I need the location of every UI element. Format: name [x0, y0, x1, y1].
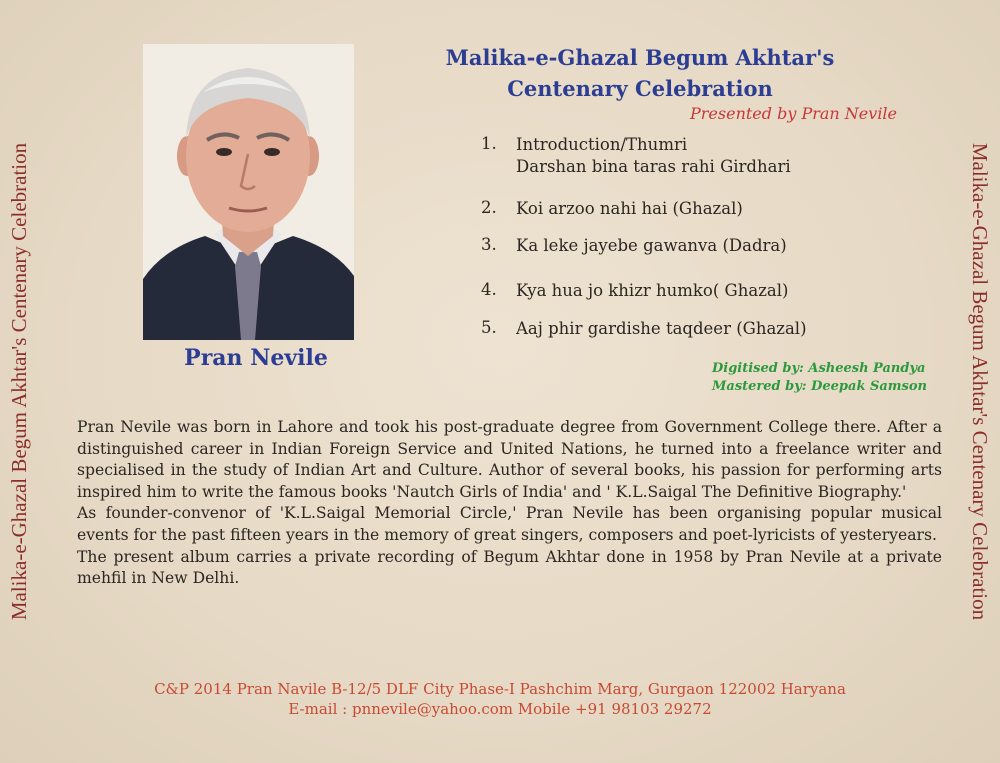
bio-paragraph-2: As founder-convenor of 'K.L.Saigal Memorial Circle,' Pran Nevile has been organising popular musical events for the past fifteen years in the memory of great singers, composers and poet-lyricists of yesteryears. [77, 504, 942, 544]
track-title: Koi arzoo nahi hai (Ghazal) [516, 199, 743, 218]
track-number: 3. [481, 235, 497, 254]
bio-paragraph-3: The present album carries a private recording of Begum Akhtar done in 1958 by Pran Nevile at a private mehfil in New Delhi. [77, 547, 942, 588]
credit-digitised: Digitised by: Asheesh Pandya [712, 361, 926, 376]
portrait-illustration [143, 44, 354, 340]
bio-paragraph-1: Pran Nevile was born in Lahore and took his post-graduate degree from Government College there. After a distinguished career in Indian Foreign Service and United Nations, he turned into a freelance writer and specialised in the study of Indian Art and Culture. Author of several books, his passion for performing arts inspired him to write the famous books 'Nautch Girls of India' and ' K.L.Saigal The Definitive Biography.' [77, 418, 942, 501]
credits [712, 360, 927, 396]
spine-right [960, 0, 1000, 763]
contact-info [100, 679, 900, 719]
track-title: Aaj phir gardishe taqdeer (Ghazal) [516, 319, 807, 338]
track-number: 4. [481, 280, 497, 299]
track-item [481, 235, 787, 257]
credit-mastered: Mastered by: Deepak Samson [712, 379, 927, 394]
track-subtitle: Darshan bina taras rahi Girdhari [516, 157, 791, 176]
photo-caption: Pran Nevile [184, 345, 328, 371]
album-title [420, 42, 860, 104]
album-title-line2: Centenary Celebration [507, 76, 773, 101]
spine-left-text: Malika-e-Ghazal Begum Akhtar's Centenary Celebration [7, 142, 32, 621]
portrait-photo [143, 44, 354, 340]
track-title: Introduction/Thumri [516, 135, 688, 154]
spine-right-text: Malika-e-Ghazal Begum Akhtar's Centenary Celebration [968, 142, 993, 621]
presented-by: Presented by Pran Nevile [690, 104, 898, 123]
track-title: Ka leke jayebe gawanva (Dadra) [516, 236, 787, 255]
track-number: 2. [481, 198, 497, 217]
spine-left [0, 0, 40, 763]
contact-address: C&P 2014 Pran Navile B-12/5 DLF City Phase-I Pashchim Marg, Gurgaon 122002 Haryana [154, 680, 846, 698]
album-title-line1: Malika-e-Ghazal Begum Akhtar's [445, 45, 835, 70]
contact-email-phone: E-mail : pnnevile@yahoo.com Mobile +91 98103 29272 [288, 700, 712, 718]
track-item [481, 134, 791, 178]
track-title: Kya hua jo khizr humko( Ghazal) [516, 281, 789, 300]
track-item [481, 198, 743, 220]
track-number: 5. [481, 318, 497, 337]
biography [77, 417, 942, 590]
track-item [481, 280, 788, 302]
track-item [481, 318, 807, 340]
track-number: 1. [481, 134, 497, 153]
